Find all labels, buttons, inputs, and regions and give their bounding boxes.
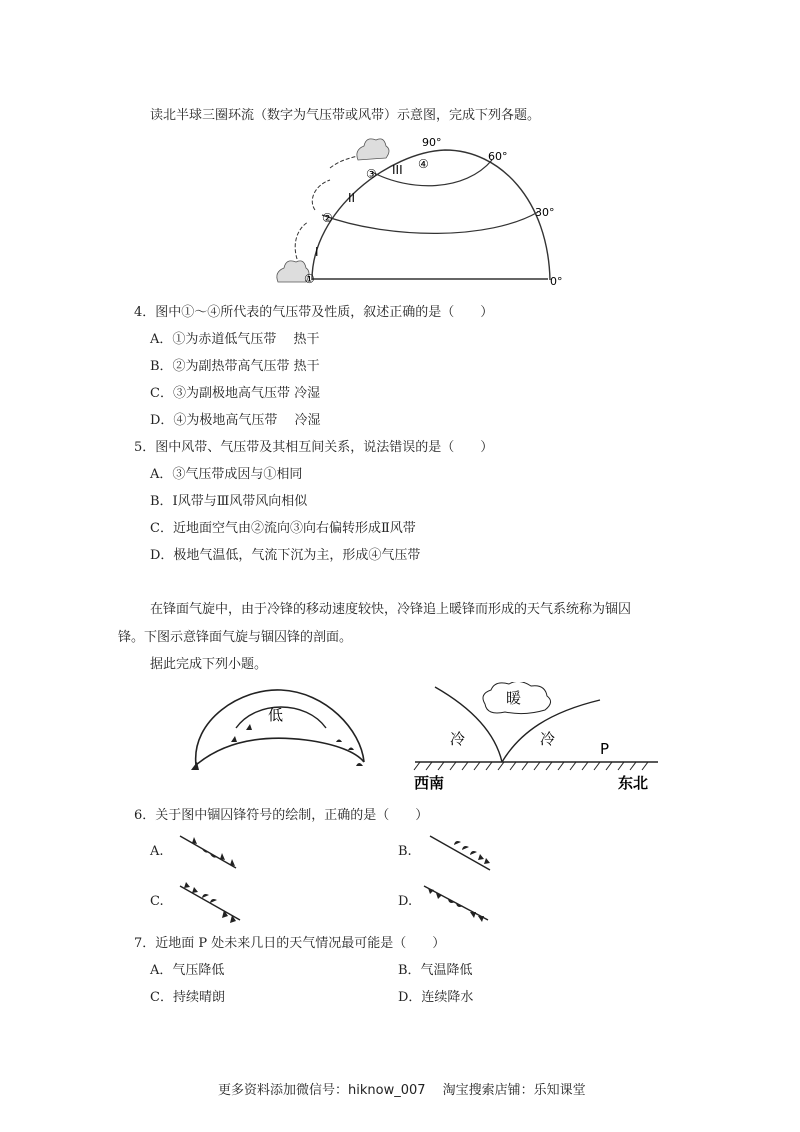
lat60-line: [372, 160, 492, 186]
cold-left-label: 冷: [450, 730, 466, 748]
q4-option-d[interactable]: D．④为极地高气压带 冷湿: [150, 413, 321, 428]
cell2-arrow: [312, 180, 330, 210]
cyclone-diagram: [186, 680, 376, 780]
cyclone-svg: [186, 680, 376, 780]
q5-option-d[interactable]: D．极地气温低，气流下沉为主，形成④气压带: [150, 548, 421, 563]
q7-option-b[interactable]: B．气温降低: [398, 963, 473, 978]
marker-2: ②: [322, 211, 333, 225]
q5-option-b[interactable]: B．Ⅰ风带与Ⅲ风带风向相似: [150, 494, 308, 509]
marker-1: ①: [304, 272, 315, 286]
q4-option-a[interactable]: A．①为赤道低气压带 热干: [150, 332, 320, 347]
q6-symbol-c: [176, 880, 244, 924]
lat30-line: [322, 212, 538, 233]
section1-intro: 读北半球三圈环流（数字为气压带或风带）示意图，完成下列各题。: [150, 108, 541, 123]
q6-option-c[interactable]: C.: [150, 894, 164, 909]
northeast-label: 东北: [618, 774, 649, 792]
q7-option-c[interactable]: C．持续晴朗: [150, 990, 225, 1005]
q7-option-d[interactable]: D．连续降水: [398, 990, 474, 1005]
q7-option-a[interactable]: A．气压降低: [150, 963, 225, 978]
footer-text: 更多资料添加微信号：hiknow_007 淘宝搜索店铺：乐知课堂: [218, 1083, 586, 1098]
section2-intro-line2: 锋。下图示意锋面气旋与锢囚锋的剖面。: [118, 630, 353, 645]
section2-intro-line3: 据此完成下列小题。: [150, 657, 268, 672]
q5-option-a[interactable]: A．③气压带成因与①相同: [150, 467, 303, 482]
occluded-front-svg: [410, 682, 665, 792]
q4-option-c[interactable]: C．③为副极地高气压带 冷湿: [150, 386, 321, 401]
q5-stem: 5．图中风带、气压带及其相互间关系，说法错误的是（ ）: [134, 440, 494, 455]
low-label: 低: [268, 706, 284, 724]
belt-I-label: I: [315, 245, 319, 259]
cloud-polar: [357, 139, 389, 160]
marker-4: ④: [418, 157, 429, 171]
q4-stem: 4．图中①～④所代表的气压带及性质，叙述正确的是（ ）: [134, 305, 494, 320]
lat-90-label: 90°: [422, 136, 442, 149]
q6-option-b[interactable]: B.: [398, 844, 412, 859]
q6-symbol-d: [420, 880, 492, 924]
q7-stem: 7．近地面 P 处未来几日的天气情况最可能是（ ）: [134, 936, 446, 951]
q6-symbol-b: [426, 830, 494, 874]
q4-option-b[interactable]: B．②为副热带高气压带 热干: [150, 359, 320, 374]
q6-symbol-a: [176, 830, 240, 874]
front-end-symbols: [191, 762, 363, 770]
section2-intro-line1: 在锋面气旋中，由于冷锋的移动速度较快，冷锋追上暖锋而形成的天气系统称为锢囚: [150, 602, 632, 617]
cyclone-outer-arc: [196, 690, 364, 765]
lat-0-label: 0°: [550, 275, 563, 288]
ground-hatch: [414, 762, 648, 770]
occluded-front-diagram: [410, 682, 665, 792]
belt-II-label: II: [348, 191, 356, 205]
cyclone-bottom-arc: [196, 738, 364, 765]
cold-right-label: 冷: [540, 730, 556, 748]
circulation-svg: [270, 130, 570, 295]
point-p-label: P: [600, 740, 610, 758]
q5-option-c[interactable]: C．近地面空气由②流向③向右偏转形成Ⅱ风带: [150, 521, 416, 536]
circulation-diagram: [270, 130, 570, 295]
lat-60-label: 60°: [488, 150, 508, 163]
southwest-label: 西南: [414, 774, 445, 792]
q6-option-a[interactable]: A.: [150, 844, 164, 859]
lat-30-label: 30°: [535, 206, 555, 219]
earth-arc: [312, 150, 550, 280]
marker-3: ③: [366, 167, 377, 181]
belt-III-label: III: [392, 163, 403, 177]
q6-stem: 6．关于图中锢囚锋符号的绘制，正确的是（ ）: [134, 808, 429, 823]
warm-label: 暖: [506, 689, 522, 707]
q6-option-d[interactable]: D.: [398, 894, 413, 909]
